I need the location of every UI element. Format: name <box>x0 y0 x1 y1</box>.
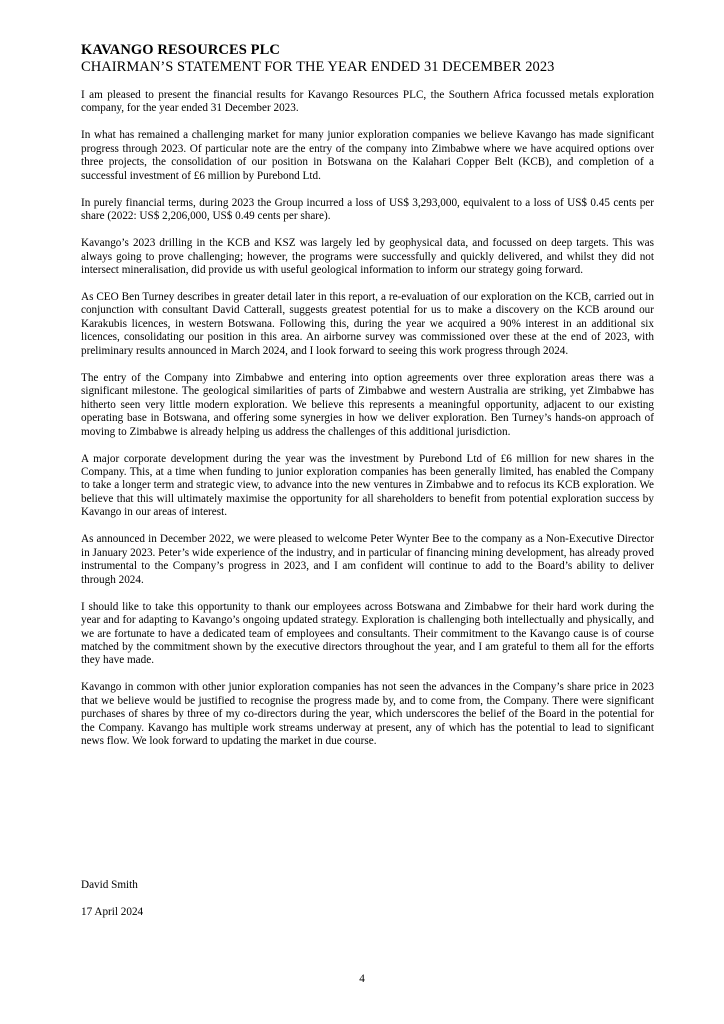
company-name: KAVANGO RESOURCES PLC <box>81 42 280 58</box>
signatory-name: David Smith <box>81 879 138 891</box>
page-number: 4 <box>359 973 365 985</box>
paragraph-progress: In what has remained a challenging market for many junior exploration companies we believe Kavango has made significant progress through 2023. Of particular note are the entry of the company into Zimbabwe where we have acquired options over three projects, the consolidation of our position in Botswana on the Kalahari Copper Belt (KCB), and completion of a successful investment of £6 million by Purebond Ltd. <box>81 129 654 182</box>
statement-title: CHAIRMAN’S STATEMENT FOR THE YEAR ENDED 31 DECEMBER 2023 <box>81 59 555 75</box>
paragraph-kcb-evaluation: As CEO Ben Turney describes in greater detail later in this report, a re-evaluation of our exploration on the KCB, carried out in conjunction with consultant David Catterall, suggests greatest potential for us to make a discovery on the KCB around our Karakubis licences, in western Botswana. Following this, during the year we acquired a 90% interest in an additional six licences, consolidating our position in this area. An airborne survey was commissioned over these at the end of 2023, with preliminary results announced in March 2024, and I look forward to seeing this work progress through 2024. <box>81 290 654 357</box>
signoff-date: 17 April 2024 <box>81 906 144 918</box>
paragraph-intro: I am pleased to present the financial results for Kavango Resources PLC, the Southern Africa focussed metals exploration company, for the year ended 31 December 2023. <box>81 89 654 115</box>
paragraph-financials: In purely financial terms, during 2023 the Group incurred a loss of US$ 3,293,000, equivalent to a loss of US$ 0.45 cents per share (2022: US$ 2,206,000, US$ 0.49 cents per share). <box>81 196 654 223</box>
paragraph-outlook: Kavango in common with other junior exploration companies has not seen the advances in the Company’s share price in 2023 that we believe would be justified to recognise the progress made by, and to come from, the Company. There were significant purchases of shares by three of my co-directors during the year, which underscores the belief of the Board in the potential for the Company. Kavango has multiple work streams underway at present, any of which has the potential to lead to significant news flow. We look forward to updating the market in due course. <box>81 681 654 748</box>
document-page <box>81 42 654 762</box>
paragraph-zimbabwe: The entry of the Company into Zimbabwe and entering into option agreements over three exploration areas there was a significant milestone. The geological similarities of parts of Zimbabwe and western Australia are striking, yet Zimbabwe has hitherto seen very little modern exploration. We believe this represents a meaningful opportunity, adjacent to our existing operating base in Botswana, and offering some synergies in how we deliver exploration. Ben Turney’s hands-on approach of moving to Zimbabwe is already helping us address the challenges of this additional jurisdiction. <box>81 371 654 438</box>
paragraph-drilling: Kavango’s 2023 drilling in the KCB and KSZ was largely led by geophysical data, and focussed on deep targets. This was always going to prove challenging; however, the programs were successfully and quickly delivered, and whilst they did not intersect mineralisation, did provide us with useful geological information to inform our strategy going forward. <box>81 237 654 277</box>
paragraph-thanks: I should like to take this opportunity to thank our employees across Botswana and Zimbabwe for their hard work during the year and for adapting to Kavango’s ongoing updated strategy. Exploration is challenging both intellectually and physically, and we are fortunate to have a dedicated team of employees and consultants. Their commitment to the Kavango cause is of course matched by the commitment shown by the executive directors throughout the year, and I am grateful to them all for the efforts they have made. <box>81 600 654 667</box>
paragraph-board-appointment: As announced in December 2022, we were pleased to welcome Peter Wynter Bee to the company as a Non-Executive Director in January 2023. Peter’s wide experience of the industry, and in particular of financing mining development, has already proved instrumental to the Company’s progress in 2023, and I am confident will continue to add to the Board’s ability to deliver through 2024. <box>81 533 654 586</box>
paragraph-purebond-investment: A major corporate development during the year was the investment by Purebond Ltd of £6 million for new shares in the Company. This, at a time when funding to junior exploration companies has been generally limited, has enabled the Company to take a longer term and strategic view, to advance into the new ventures in Zimbabwe and to refocus its KCB exploration. We believe that this will ultimately maximise the opportunity for all shareholders to benefit from potential exploration success by Kavango in our areas of interest. <box>81 452 654 519</box>
